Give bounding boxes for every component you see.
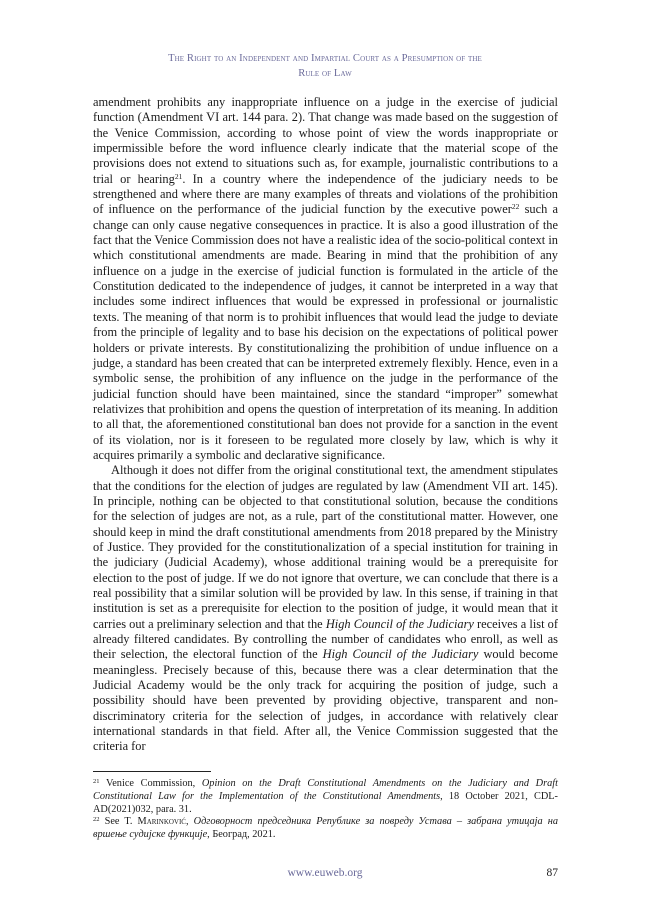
cited-author: Marinković	[137, 816, 186, 828]
paragraph-1: amendment prohibits any inappropriate influence on a judge in the exercise of judicial function (Amendment VI art. 144 para. 2). That change was made based on the suggestion of the Venice Commission, according to whose point of view the words inappropriate or impermissible before the word influence clearly indicate that the material scope of the provisions does not extend to situations such as, for example, journalistic contributions to a trial or hearing$^{21}$. In a country where the independence of the judiciary needs to be strengthened and where there are many examples of threats and violations of the prohibition of influence on the performance of the judicial function by the executive power$^{22}$ such a change can only cause negative consequences in practice. It is also a good illustration of the fact that the Venice Commission does not have a realistic idea of the socio-political context in which constitutional amendments are made. Bearing in mind that the prohibition of any influence on a judge in the exercise of judicial function is formulated in the article of the Constitution dedicated to the independence of judges, it cannot be interpreted in a way that includes some indirect influences that would be expressed in professional or journalistic texts. The meaning of that norm is to prohibit influences that would lead the judge to deviate from the principle of legality and to base his decision on the expectations of political power holders or private interests. By constitutionalizing the prohibition of undue influence on a judge, a standard has been created that can be interpreted extremely flexibly. Hence, even in a symbolic sense, the prohibition of any influence on the judge in the performance of the judicial function should have been maintained, since the standard “improper” somewhat relativizes that prohibition and opens the question of interpretation of its meaning. In addition to all that, the aforementioned constitutional ban does not provide for a sanction in the event of its violation, nor is it foreseen to be regulated more closely by law, which is why it acquires primarily a symbolic and declarative significance.	[93, 95, 559, 462]
cited-title: Opinion on the Draft Constitutional Amendments on the Judiciary and Draft Constitutional Law for the Implementation of the Constitutional Amendments	[93, 778, 558, 802]
body-text	[93, 95, 558, 755]
paragraph-2: Although it does not differ from the original constitutional text, the amendment stipulates that the conditions for the election of judges are regulated by law (Amendment VII art. 145). In principle, nothing can be objected to that constitutional solution, because the conditions for the selection of judges are not, as a rule, part of the constitutional matter. However, one should keep in mind the draft constitutional amendments from 2018 prepared by the Ministry of Justice. They provided for the constitutionalization of a special institution for training in the judiciary (Judicial Academy), whose additional training would be a prerequisite for election to the post of judge. If we do not ignore that overture, we can conclude that there is a real possibility that a similar solution will be provided by law. In this sense, if training in that institution is set as a prerequisite for election to the position of judge, it would mean that it carries out a preliminary selection and that the High Council of the Judiciary receives a list of already filtered candidates. By controlling the number of candidates who enroll, as well as their selection, the electoral function of the High Council of the Judiciary would become meaningless. Precisely because of this, because there was a clear determination that the Judicial Academy would be the only track for acquiring the position of judge, such a possibility should have been prevented by providing objective, transparent and non-discriminatory criteria for the selection of judges, in accordance with relatively clear international standards in that field. After all, the Venice Commission suggested that the criteria for	[93, 463, 559, 754]
page-number: 87	[546, 867, 558, 879]
running-header-line-1: The Right to an Independent and Impartial Court as a Presumption of the	[168, 53, 482, 64]
footnote-separator	[93, 771, 211, 772]
footnote-21: $^{21}$ Venice Commission, Opinion on the Draft Constitutional Amendments on the Judiciary and Draft Constitutional Law for the Implementation of the Constitutional Amendments, 18 October 2021, CDL-AD(2021)032, para. 31.	[93, 778, 558, 815]
footnotes	[93, 778, 558, 842]
italic-term: High Council of the Judiciary	[322, 647, 479, 662]
running-header-line-2: Rule of Law	[298, 67, 352, 79]
footnote-ref-22[interactable]: 22	[511, 202, 520, 212]
footer-url[interactable]: www.euweb.org	[287, 867, 363, 879]
footnote-ref-21[interactable]: 21	[174, 171, 183, 181]
footnote-22: $^{22}$ See T. Marinković, Одговорност председника Републике за повреду Устава – забрана утицаја на вршење судијске функције, Београд, 2021.	[93, 816, 558, 841]
running-header	[60, 52, 590, 81]
cited-title: Одговорност председника Републике за повреду Устава – забрана утицаја на вршење судијске функције	[93, 816, 558, 841]
italic-term: High Council of the Judiciary	[325, 616, 474, 631]
